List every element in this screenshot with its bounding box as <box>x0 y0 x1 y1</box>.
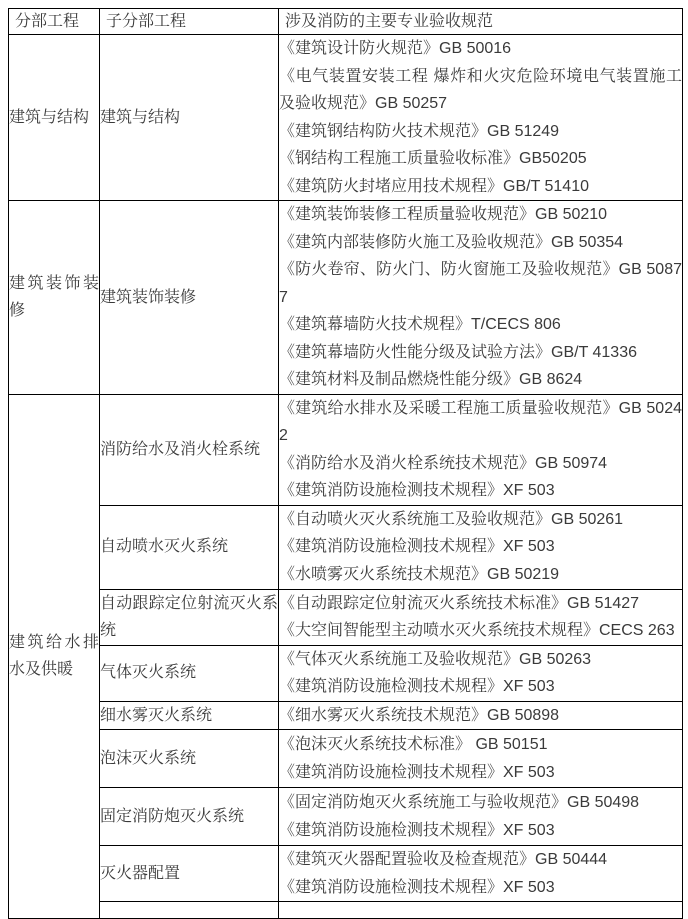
table-row <box>9 35 683 201</box>
specs-cell <box>279 201 683 395</box>
table-row <box>9 788 683 846</box>
subdivision-cell: 自动喷水灭火系统 <box>100 505 279 589</box>
specs-cell <box>279 645 683 701</box>
table-row <box>9 730 683 788</box>
specs-cell-empty <box>279 902 683 919</box>
spec-line: 《水喷雾灭火系统技术规范》GB 50219 <box>279 565 560 583</box>
specs-cell <box>279 589 683 645</box>
spec-line: 《建筑防火封堵应用技术规程》GB/T 51410 <box>279 177 589 195</box>
spec-line: 《自动跟踪定位射流灭火系统技术标准》GB 51427 <box>279 594 640 612</box>
subdivision-cell-empty <box>100 902 279 919</box>
subdivision-cell: 建筑装饰装修 <box>100 201 279 395</box>
subdivision-cell: 建筑与结构 <box>100 35 279 201</box>
header-division: 分部工程 <box>9 9 100 35</box>
division-cell: 建筑装饰装修 <box>9 201 100 395</box>
spec-line: 《固定消防炮灭火系统施工与验收规范》GB 50498 <box>279 794 640 811</box>
header-sub-division: 子分部工程 <box>100 9 279 35</box>
subdivision-cell: 细水雾灭火系统 <box>100 701 279 730</box>
table-row <box>9 701 683 730</box>
spec-line: 《气体灭火系统施工及验收规范》GB 50263 <box>279 650 592 668</box>
spec-line: 《防火卷帘、防火门、防火窗施工及验收规范》GB 50877 <box>279 261 682 306</box>
spec-line: 《钢结构工程施工质量验收标准》GB50205 <box>279 150 587 167</box>
spec-line: 《建筑消防设施检测技术规程》XF 503 <box>279 878 555 896</box>
specs-cell <box>279 505 683 589</box>
document-page <box>8 8 683 919</box>
spec-line: 《建筑设计防火规范》GB 50016 <box>279 40 512 57</box>
spec-line: 《建筑消防设施检测技术规程》XF 503 <box>279 821 555 839</box>
subdivision-cell: 泡沫灭火系统 <box>100 730 279 788</box>
table-row <box>9 846 683 902</box>
specs-cell <box>279 394 683 505</box>
subdivision-cell: 自动跟踪定位射流灭火系统 <box>100 589 279 645</box>
table-row <box>9 645 683 701</box>
spec-line: 《消防给水及消火栓系统技术规范》GB 50974 <box>279 454 608 472</box>
subdivision-cell: 灭火器配置 <box>100 846 279 902</box>
table-row <box>9 201 683 395</box>
division-cell: 建筑与结构 <box>9 35 100 201</box>
spec-line: 《建筑消防设施检测技术规程》XF 503 <box>279 678 555 695</box>
fire-standards-table <box>8 8 683 919</box>
table-row <box>9 505 683 589</box>
spec-line: 《建筑内部装修防火施工及验收规范》GB 50354 <box>279 233 624 251</box>
subdivision-cell: 消防给水及消火栓系统 <box>100 394 279 505</box>
specs-cell <box>279 701 683 730</box>
spec-line: 《自动喷火灭火系统施工及验收规范》GB 50261 <box>279 510 624 528</box>
table-row <box>9 589 683 645</box>
spec-line: 《建筑装饰装修工程质量验收规范》GB 50210 <box>279 206 608 223</box>
spec-line: 《建筑幕墙防火性能分级及试验方法》GB/T 41336 <box>279 343 637 361</box>
specs-cell <box>279 846 683 902</box>
spec-line: 《细水雾灭火系统技术规范》GB 50898 <box>279 706 560 724</box>
table-row <box>9 394 683 505</box>
spec-line: 《建筑材料及制品燃烧性能分级》GB 8624 <box>279 371 583 388</box>
spec-line: 《大空间智能型主动喷水灭火系统技术规程》CECS 263 <box>279 622 675 639</box>
table-header-row <box>9 9 683 35</box>
spec-line: 《泡沫灭火系统技术标准》 GB 50151 <box>279 736 548 753</box>
spec-line: 《建筑消防设施检测技术规程》XF 503 <box>279 482 555 499</box>
subdivision-cell: 气体灭火系统 <box>100 645 279 701</box>
spec-line: 《建筑消防设施检测技术规程》XF 503 <box>279 763 555 781</box>
division-cell: 建筑给水排水及供暖 <box>9 394 100 919</box>
spec-line: 《建筑灭火器配置验收及检查规范》GB 50444 <box>279 851 608 868</box>
specs-cell <box>279 35 683 201</box>
specs-cell <box>279 788 683 846</box>
spec-line: 《建筑幕墙防火技术规程》T/CECS 806 <box>279 316 561 333</box>
specs-cell <box>279 730 683 788</box>
header-specs: 涉及消防的主要专业验收规范 <box>279 9 683 35</box>
spec-line: 《电气装置安装工程 爆炸和火灾危险环境电气装置施工及验收规范》GB 50257 <box>279 67 682 112</box>
spec-line: 《建筑钢结构防火技术规范》GB 51249 <box>279 122 560 140</box>
subdivision-cell: 固定消防炮灭火系统 <box>100 788 279 846</box>
table-row-clipped <box>9 902 683 919</box>
spec-line: 《建筑给水排水及采暖工程施工质量验收规范》GB 50242 <box>279 399 682 444</box>
spec-line: 《建筑消防设施检测技术规程》XF 503 <box>279 538 555 556</box>
